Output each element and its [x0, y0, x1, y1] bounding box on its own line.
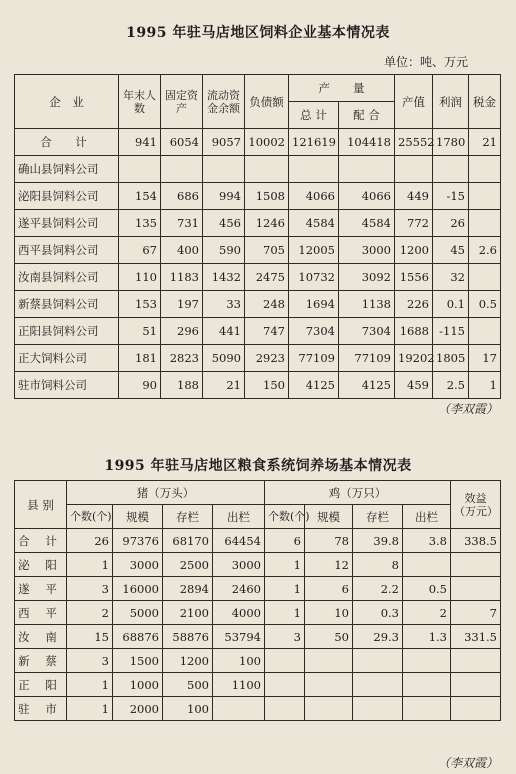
table-cell: 135: [119, 210, 161, 237]
table-cell: 2: [67, 601, 113, 625]
table-cell: [265, 697, 305, 721]
table-cell: 51: [119, 318, 161, 345]
col-debt-header: 负债额: [245, 75, 289, 129]
table-row: [15, 601, 501, 625]
table-row: [15, 264, 501, 291]
col-staff-header: 年末人数: [119, 75, 161, 129]
table-row: [15, 156, 501, 183]
col-value-header: 产值: [395, 75, 433, 129]
table-cell: 2000: [113, 697, 163, 721]
table-cell: 121619: [289, 129, 339, 156]
row-label-cell: 新蔡县饲料公司: [15, 291, 119, 318]
table-cell: 400: [161, 237, 203, 264]
table-row: [15, 372, 501, 399]
feed-enterprise-table: [14, 74, 501, 399]
table-cell: 1688: [395, 318, 433, 345]
table-cell: [265, 673, 305, 697]
table-cell: [305, 673, 353, 697]
table-cell: 1.3: [403, 625, 451, 649]
row-label-cell: 遂 平: [15, 577, 67, 601]
table-cell: 2100: [163, 601, 213, 625]
table-cell: [119, 156, 161, 183]
row-label-cell: 西平县饲料公司: [15, 237, 119, 264]
table-cell: 188: [161, 372, 203, 399]
table-cell: 4125: [339, 372, 395, 399]
table-cell: 110: [119, 264, 161, 291]
table-cell: -115: [433, 318, 469, 345]
table-cell: 500: [163, 673, 213, 697]
table-cell: 7: [451, 601, 501, 625]
col-fixed-assets-header: 固定资产: [161, 75, 203, 129]
table-cell: 226: [395, 291, 433, 318]
table-row: [15, 577, 501, 601]
table-cell: 154: [119, 183, 161, 210]
table-cell: 16000: [113, 577, 163, 601]
breeding-farm-table: [14, 480, 501, 721]
table-cell: 7304: [289, 318, 339, 345]
table-cell: 10002: [245, 129, 289, 156]
table-cell: 68170: [163, 529, 213, 553]
table-cell: 53794: [213, 625, 265, 649]
table-cell: 5000: [113, 601, 163, 625]
row-label-cell: 泌阳县饲料公司: [15, 183, 119, 210]
table-cell: 1432: [203, 264, 245, 291]
table-cell: 1: [67, 697, 113, 721]
table-cell: 747: [245, 318, 289, 345]
table-cell: 705: [245, 237, 289, 264]
col-pig-count-header: 个数(个): [67, 505, 113, 529]
row-label-cell: 汝南县饲料公司: [15, 264, 119, 291]
table-cell: 97376: [113, 529, 163, 553]
col-tax-header: 税金: [469, 75, 501, 129]
table-cell: 6054: [161, 129, 203, 156]
table-cell: 941: [119, 129, 161, 156]
table-cell: 0.3: [353, 601, 403, 625]
table-cell: 1200: [163, 649, 213, 673]
table-cell: 772: [395, 210, 433, 237]
table-cell: [265, 649, 305, 673]
table-cell: 7304: [339, 318, 395, 345]
col-benefit-header: 效益（万元）: [451, 481, 501, 529]
table-cell: 0.5: [403, 577, 451, 601]
table-cell: 64454: [213, 529, 265, 553]
table1-title: 1995 年驻马店地区饲料企业基本情况表: [126, 25, 390, 41]
table-cell: 90: [119, 372, 161, 399]
col-chicken-count-header: 个数(个): [265, 505, 305, 529]
table-cell: 1138: [339, 291, 395, 318]
row-label-cell: 驻 市: [15, 697, 67, 721]
table-cell: 2.6: [469, 237, 501, 264]
table-cell: [353, 649, 403, 673]
table-cell: 6: [265, 529, 305, 553]
col-working-capital-header: 流动资金余额: [203, 75, 245, 129]
table-cell: [161, 156, 203, 183]
table-cell: 3000: [213, 553, 265, 577]
table-cell: 3: [265, 625, 305, 649]
table-row: [15, 318, 501, 345]
table-cell: 459: [395, 372, 433, 399]
table-cell: 68876: [113, 625, 163, 649]
table-cell: [469, 183, 501, 210]
col-pig-scale-header: 规模: [113, 505, 163, 529]
row-label-cell: 遂平县饲料公司: [15, 210, 119, 237]
table-cell: 1200: [395, 237, 433, 264]
table-row: [15, 291, 501, 318]
table-row: [15, 183, 501, 210]
col-output-total-header: 总 计: [289, 102, 339, 129]
table-cell: 3092: [339, 264, 395, 291]
table-cell: 77109: [289, 345, 339, 372]
table-cell: 32: [433, 264, 469, 291]
table-cell: 686: [161, 183, 203, 210]
table-cell: [451, 649, 501, 673]
col-output-compound-header: 配 合: [339, 102, 395, 129]
table-cell: 4000: [213, 601, 265, 625]
table-cell: 2.5: [433, 372, 469, 399]
col-output-header: 产 量: [289, 75, 395, 102]
table-row: [15, 345, 501, 372]
table-row: [15, 649, 501, 673]
table-cell: 77109: [339, 345, 395, 372]
table-cell: 58876: [163, 625, 213, 649]
table-cell: [403, 649, 451, 673]
table-cell: 449: [395, 183, 433, 210]
table-cell: 994: [203, 183, 245, 210]
col-chicken-stock-header: 存栏: [353, 505, 403, 529]
table-cell: 150: [245, 372, 289, 399]
table-cell: 248: [245, 291, 289, 318]
table-cell: 1556: [395, 264, 433, 291]
table-cell: 153: [119, 291, 161, 318]
row-label-cell: 驻市饲料公司: [15, 372, 119, 399]
table-cell: [403, 673, 451, 697]
table-cell: 1: [265, 601, 305, 625]
table-cell: [289, 156, 339, 183]
col-chicken-scale-header: 规模: [305, 505, 353, 529]
table-cell: [395, 156, 433, 183]
table-cell: 4584: [339, 210, 395, 237]
col-chicken-header: 鸡（万只）: [265, 481, 451, 505]
table-cell: 1508: [245, 183, 289, 210]
row-label-cell: 正阳县饲料公司: [15, 318, 119, 345]
row-label-cell: 正 阳: [15, 673, 67, 697]
table-cell: [305, 697, 353, 721]
table-cell: [403, 697, 451, 721]
table-cell: 78: [305, 529, 353, 553]
table-cell: [213, 697, 265, 721]
col-pig-out-header: 出栏: [213, 505, 265, 529]
table1-author: （李双霞）: [437, 402, 498, 416]
table-row: [15, 529, 501, 553]
table-cell: 181: [119, 345, 161, 372]
table-cell: 1: [265, 553, 305, 577]
table-cell: 29.3: [353, 625, 403, 649]
row-label-cell: 正大饲料公司: [15, 345, 119, 372]
table-cell: [433, 156, 469, 183]
table-cell: 19202: [395, 345, 433, 372]
table2-title: 1995 年驻马店地区粮食系统饲养场基本情况表: [104, 458, 412, 474]
table-cell: [469, 264, 501, 291]
table-cell: 1: [469, 372, 501, 399]
table-cell: [451, 553, 501, 577]
table-cell: [203, 156, 245, 183]
table-cell: 100: [213, 649, 265, 673]
row-label-cell: 合 计: [15, 529, 67, 553]
table-cell: 3: [67, 649, 113, 673]
row-label-cell: 西 平: [15, 601, 67, 625]
table-cell: 12: [305, 553, 353, 577]
table-cell: 17: [469, 345, 501, 372]
table-cell: 9057: [203, 129, 245, 156]
table-row: [15, 129, 501, 156]
table-cell: 3: [67, 577, 113, 601]
table-cell: [469, 210, 501, 237]
table-cell: 45: [433, 237, 469, 264]
table-cell: 21: [203, 372, 245, 399]
col-county-header: 县 别: [15, 481, 67, 529]
table-cell: [451, 577, 501, 601]
table-row: [15, 237, 501, 264]
table-cell: 4584: [289, 210, 339, 237]
table-cell: [469, 318, 501, 345]
table-row: [15, 673, 501, 697]
table-cell: 2894: [163, 577, 213, 601]
row-label-cell: 确山县饲料公司: [15, 156, 119, 183]
table-cell: 1183: [161, 264, 203, 291]
table-cell: 3000: [113, 553, 163, 577]
table-cell: 12005: [289, 237, 339, 264]
table-cell: 2.2: [353, 577, 403, 601]
table-cell: 1000: [113, 673, 163, 697]
table-cell: [245, 156, 289, 183]
table-cell: [451, 697, 501, 721]
table-cell: 1500: [113, 649, 163, 673]
table-cell: 441: [203, 318, 245, 345]
table-cell: 4125: [289, 372, 339, 399]
table2-author: （李双霞）: [437, 756, 498, 770]
table-cell: 2475: [245, 264, 289, 291]
table-cell: 5090: [203, 345, 245, 372]
table2-body: [15, 529, 501, 721]
table-cell: 8: [353, 553, 403, 577]
row-label-cell: 泌 阳: [15, 553, 67, 577]
row-label-cell: 汝 南: [15, 625, 67, 649]
table-cell: 3000: [339, 237, 395, 264]
table-cell: 1: [67, 553, 113, 577]
table-cell: 1246: [245, 210, 289, 237]
table-cell: 1694: [289, 291, 339, 318]
table-cell: 2460: [213, 577, 265, 601]
table-cell: 39.8: [353, 529, 403, 553]
table-cell: 456: [203, 210, 245, 237]
table1-unit: 单位：吨、万元: [383, 55, 468, 69]
col-pig-stock-header: 存栏: [163, 505, 213, 529]
table-cell: 590: [203, 237, 245, 264]
table1-body: [15, 129, 501, 399]
row-label-cell: 新 蔡: [15, 649, 67, 673]
table-row: [15, 697, 501, 721]
table-cell: [403, 553, 451, 577]
table-cell: 104418: [339, 129, 395, 156]
table-cell: 100: [163, 697, 213, 721]
table-cell: 1: [67, 673, 113, 697]
table-cell: 26: [67, 529, 113, 553]
table-cell: 15: [67, 625, 113, 649]
table-cell: 1805: [433, 345, 469, 372]
table-cell: 2923: [245, 345, 289, 372]
table-cell: 10: [305, 601, 353, 625]
table-cell: 25552: [395, 129, 433, 156]
table-cell: 2500: [163, 553, 213, 577]
table-cell: 21: [469, 129, 501, 156]
table-cell: 4066: [339, 183, 395, 210]
table-cell: [469, 156, 501, 183]
table-row: [15, 625, 501, 649]
table-cell: 0.5: [469, 291, 501, 318]
table-cell: 1780: [433, 129, 469, 156]
table-cell: 67: [119, 237, 161, 264]
table-cell: 50: [305, 625, 353, 649]
table-cell: 296: [161, 318, 203, 345]
table-cell: [451, 673, 501, 697]
col-chicken-out-header: 出栏: [403, 505, 451, 529]
table-row: [15, 210, 501, 237]
table-row: [15, 553, 501, 577]
table-cell: [353, 697, 403, 721]
table-cell: -15: [433, 183, 469, 210]
col-pig-header: 猪（万头）: [67, 481, 265, 505]
table-cell: 6: [305, 577, 353, 601]
table-cell: 0.1: [433, 291, 469, 318]
table-cell: [339, 156, 395, 183]
table-cell: [305, 649, 353, 673]
table-cell: 33: [203, 291, 245, 318]
table-cell: 338.5: [451, 529, 501, 553]
table-cell: 3.8: [403, 529, 451, 553]
table-cell: [353, 673, 403, 697]
table-cell: 1: [265, 577, 305, 601]
table-cell: 10732: [289, 264, 339, 291]
table-cell: 331.5: [451, 625, 501, 649]
table-cell: 4066: [289, 183, 339, 210]
col-enterprise-header: 企 业: [15, 75, 119, 129]
table-cell: 2823: [161, 345, 203, 372]
table-cell: 1100: [213, 673, 265, 697]
table-cell: 731: [161, 210, 203, 237]
table-cell: 197: [161, 291, 203, 318]
table-cell: 26: [433, 210, 469, 237]
table-cell: 2: [403, 601, 451, 625]
row-label-cell: 合 计: [15, 129, 119, 156]
col-profit-header: 利润: [433, 75, 469, 129]
